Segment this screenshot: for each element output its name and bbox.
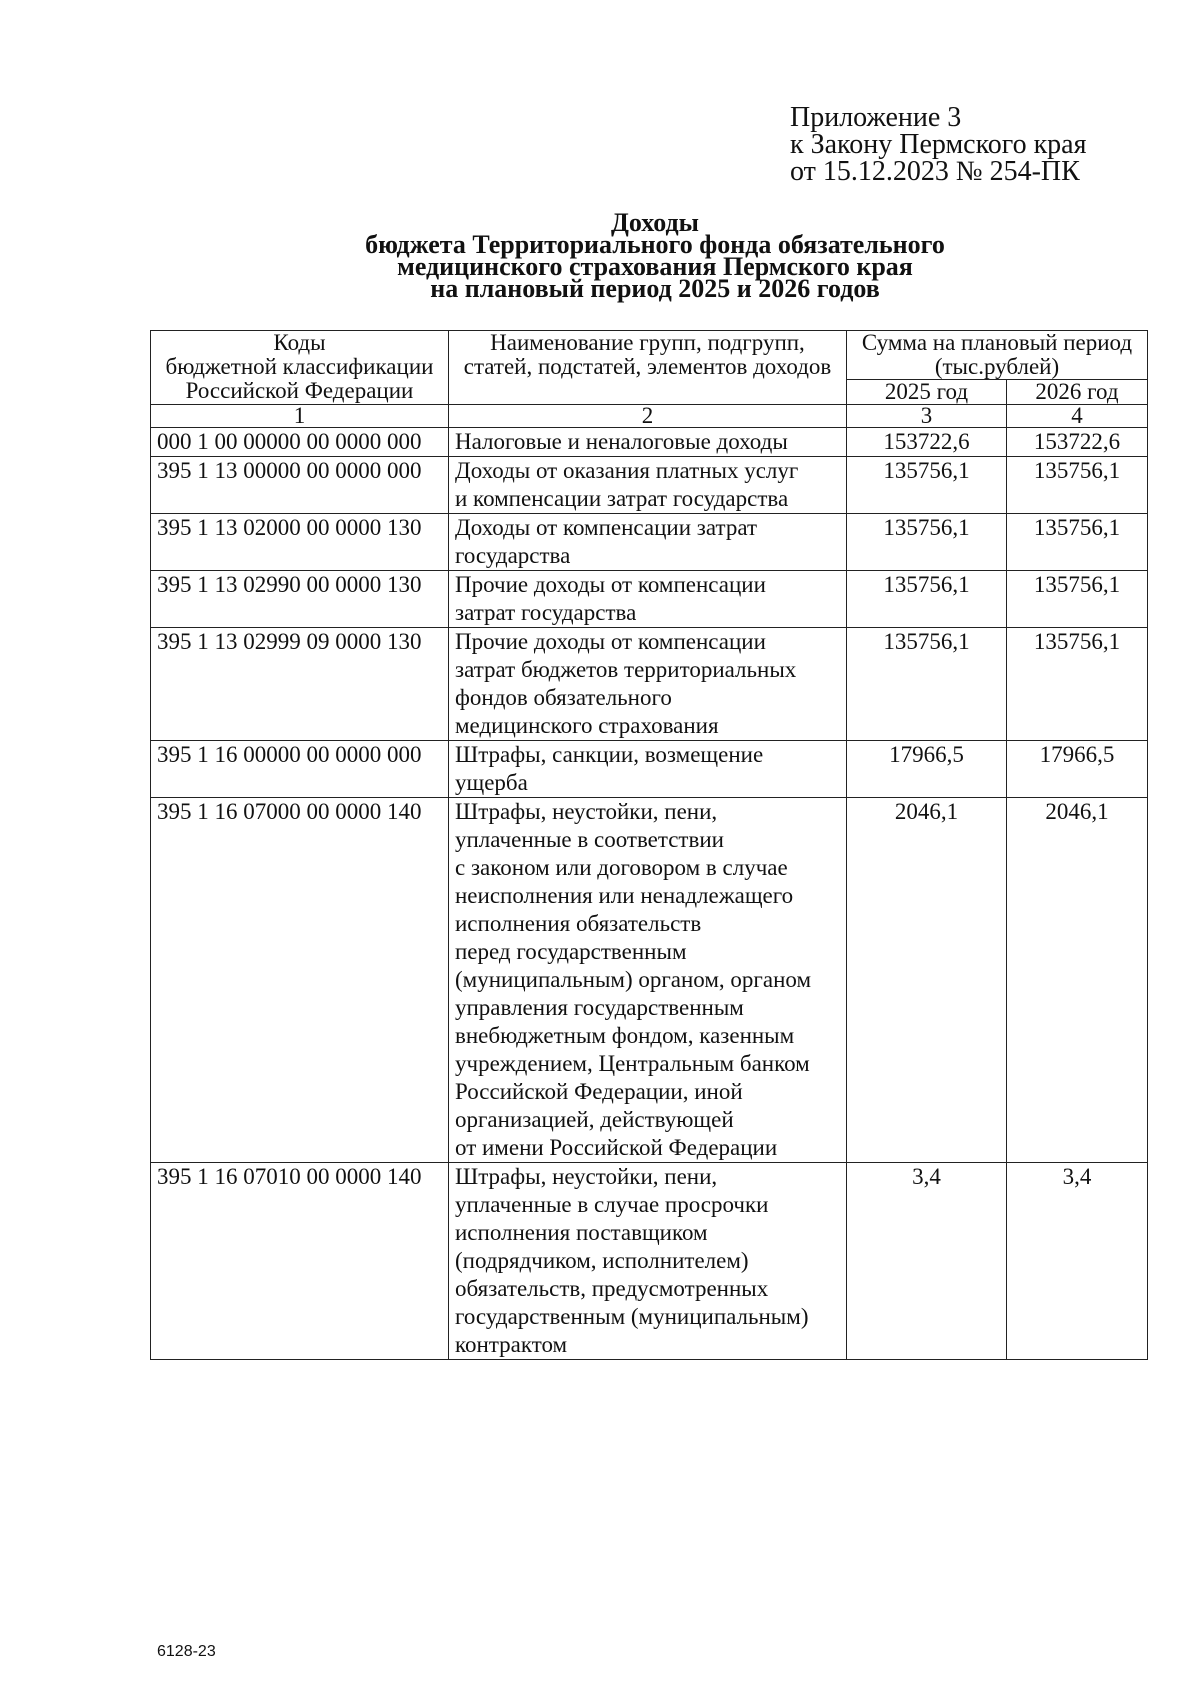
column-index: 4 [1007,405,1148,428]
budget-code-cell: 395 1 16 00000 00 0000 000 [151,741,449,798]
table-row [151,571,1148,628]
table-row [151,457,1148,514]
appendix-line: от 15.12.2023 № 254-ПК [790,156,1080,187]
income-name-cell [449,457,847,514]
amount-2026-cell: 135756,1 [1007,628,1148,741]
income-name-line: исполнения поставщиком [455,1220,708,1245]
appendix-line: к Закону Пермского края [790,129,1087,160]
income-name-line: обязательств, предусмотренных [455,1276,769,1301]
income-name-line: учреждением, Центральным банком [455,1051,810,1076]
income-name-line: Штрафы, неустойки, пени, [455,1164,718,1189]
header-year-2025: 2025 год [847,380,1007,405]
income-name-line: медицинского страхования [455,713,719,738]
income-name-line: неисполнения или ненадлежащего [455,883,794,908]
table-row [151,798,1148,1163]
budget-code-cell: 395 1 16 07010 00 0000 140 [151,1163,449,1360]
title-line: медицинского страхования Пермского края [397,252,913,281]
amount-2025-cell: 3,4 [847,1163,1007,1360]
amount-2025-cell: 135756,1 [847,457,1007,514]
income-name-line: организацией, действующей [455,1107,734,1132]
income-name-line: перед государственным [455,939,687,964]
income-name-line: управления государственным [455,995,744,1020]
table-row [151,628,1148,741]
income-name-line: контрактом [455,1332,568,1357]
document-code: 6128-23 [157,1643,216,1660]
column-index: 1 [151,405,449,428]
income-name-line: Штрафы, санкции, возмещение [455,742,764,767]
amount-2026-cell: 153722,6 [1007,428,1148,457]
income-name-line: Доходы от компенсации затрат [455,515,757,540]
budget-code-cell: 395 1 13 02999 09 0000 130 [151,628,449,741]
table-header-row [151,331,1148,380]
appendix-line: Приложение 3 [790,102,962,133]
income-name-line: фондов обязательного [455,685,672,710]
title-line: Доходы [611,208,699,237]
amount-2026-cell: 135756,1 [1007,571,1148,628]
table-row [151,1163,1148,1360]
amount-2025-cell: 135756,1 [847,628,1007,741]
income-name-cell [449,571,847,628]
amount-2025-cell: 17966,5 [847,741,1007,798]
table-row [151,514,1148,571]
amount-2025-cell: 153722,6 [847,428,1007,457]
income-name-line: государства [455,543,571,568]
amount-2026-cell: 3,4 [1007,1163,1148,1360]
income-name-line: государственным (муниципальным) [455,1304,809,1329]
income-name-line: Российской Федерации, иной [455,1079,743,1104]
income-name-line: с законом или договором в случае [455,855,788,880]
budget-code-cell: 395 1 13 02000 00 0000 130 [151,514,449,571]
budget-code-cell: 395 1 13 02990 00 0000 130 [151,571,449,628]
income-name-line: Налоговые и неналоговые доходы [455,429,788,454]
header-codes: Коды бюджетной классификации Российской Федерации [151,331,449,405]
income-name-line: Штрафы, неустойки, пени, [455,799,718,824]
title-line: бюджета Территориального фонда обязательного [365,230,945,259]
income-name-line: (муниципальным) органом, органом [455,967,811,992]
amount-2026-cell: 135756,1 [1007,514,1148,571]
income-name-line: уплаченные в соответствии [455,827,724,852]
income-name-line: Доходы от оказания платных услуг [455,458,799,483]
income-name-line: и компенсации затрат государства [455,486,789,511]
income-name-line: внебюджетным фондом, казенным [455,1023,795,1048]
header-year-2026: 2026 год [1007,380,1148,405]
income-name-cell [449,741,847,798]
amount-2026-cell: 135756,1 [1007,457,1148,514]
amount-2025-cell: 2046,1 [847,798,1007,1163]
amount-2025-cell: 135756,1 [847,571,1007,628]
income-name-cell [449,798,847,1163]
income-name-cell [449,628,847,741]
column-index-row [151,405,1148,428]
income-name-line: от имени Российской Федерации [455,1135,778,1160]
budget-code-cell: 395 1 13 00000 00 0000 000 [151,457,449,514]
income-name-line: уплаченные в случае просрочки [455,1192,769,1217]
appendix-reference [790,104,1086,185]
amount-2025-cell: 135756,1 [847,514,1007,571]
document-title [0,208,1200,303]
column-index: 2 [449,405,847,428]
amount-2026-cell: 2046,1 [1007,798,1148,1163]
income-name-cell [449,1163,847,1360]
income-name-cell [449,514,847,571]
table-row [151,741,1148,798]
income-name-line: ущерба [455,770,528,795]
income-name-line: затрат бюджетов территориальных [455,657,797,682]
income-table [150,330,1148,1360]
header-names: Наименование групп, подгрупп, статей, подстатей, элементов доходов [449,331,847,405]
income-name-line: исполнения обязательств [455,911,702,936]
header-sum: Сумма на плановый период (тыс.рублей) [847,331,1148,380]
income-name-line: Прочие доходы от компенсации [455,572,766,597]
column-index: 3 [847,405,1007,428]
title-line: на плановый период 2025 и 2026 годов [430,274,880,303]
income-name-line: затрат государства [455,600,637,625]
income-name-line: (подрядчиком, исполнителем) [455,1248,749,1273]
budget-code-cell: 000 1 00 00000 00 0000 000 [151,428,449,457]
table-row [151,428,1148,457]
income-name-line: Прочие доходы от компенсации [455,629,766,654]
budget-code-cell: 395 1 16 07000 00 0000 140 [151,798,449,1163]
income-name-cell [449,428,847,457]
amount-2026-cell: 17966,5 [1007,741,1148,798]
